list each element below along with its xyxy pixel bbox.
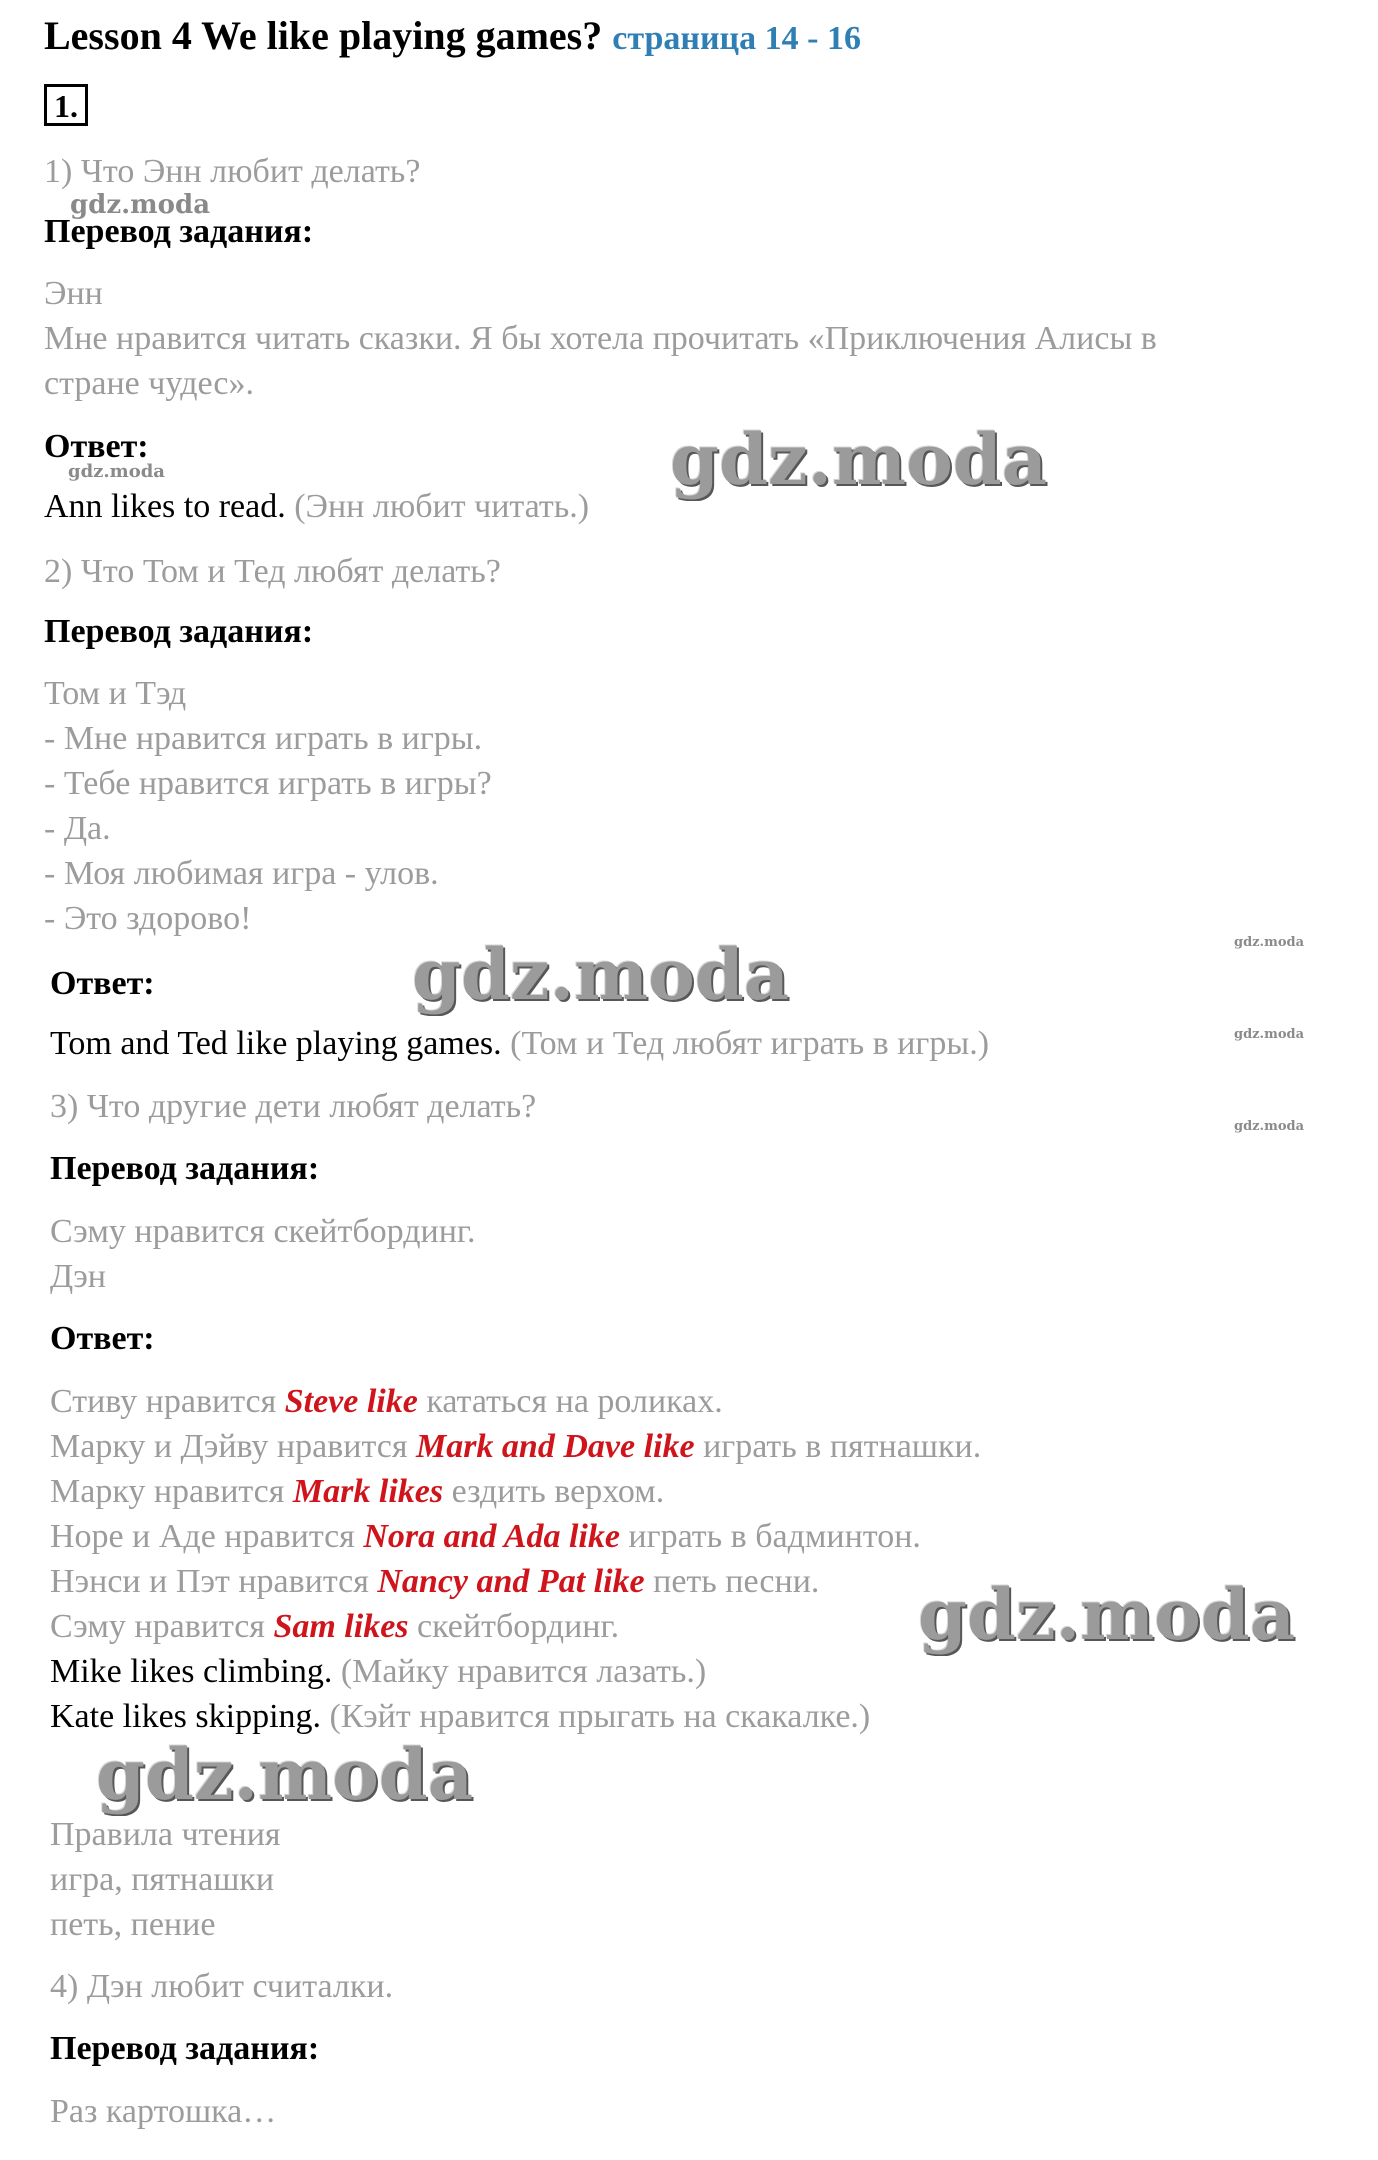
answer-ru-part: играть в бадминтон. bbox=[619, 1518, 921, 1555]
answer-en-highlight: Nancy and Pat like bbox=[377, 1563, 645, 1600]
answer-heading-3: Ответ: bbox=[50, 1320, 155, 1357]
note-line: игра, пятнашки bbox=[50, 1861, 275, 1898]
watermark: gdz.moda bbox=[1234, 935, 1305, 950]
answer-ru-part: Норе и Аде нравится bbox=[50, 1518, 364, 1555]
translation-line: - Да. bbox=[44, 810, 111, 847]
answer-en-highlight: Nora and Ada like bbox=[363, 1518, 620, 1555]
answer-line bbox=[50, 1520, 921, 1554]
answer-ru-part: Марку нравится bbox=[50, 1473, 293, 1510]
answer-ru: (Майку нравится лазать.) bbox=[340, 1653, 707, 1690]
answer-en-highlight: Steve like bbox=[284, 1383, 418, 1420]
answer-line bbox=[50, 1655, 706, 1689]
answer-heading-2: Ответ: bbox=[50, 965, 155, 1002]
translation-line: Дэн bbox=[50, 1258, 106, 1295]
question-4: 4) Дэн любит считалки. bbox=[50, 1968, 394, 2005]
answer-ru-part: скейтбординг. bbox=[408, 1608, 620, 1645]
translation-line: - Это здорово! bbox=[44, 900, 252, 937]
answer-2-ru: (Том и Тед любят играть в игры.) bbox=[510, 1025, 990, 1062]
answer-ru-part: ездить верхом. bbox=[443, 1473, 665, 1510]
translation-line: Том и Тэд bbox=[44, 675, 187, 712]
answer-line bbox=[50, 1565, 819, 1599]
translation-heading-1: Перевод задания: bbox=[44, 213, 314, 250]
answer-1-en: Ann likes to read. bbox=[44, 488, 286, 525]
question-2: 2) Что Том и Тед любят делать? bbox=[44, 553, 501, 590]
translation-line: Сэму нравится скейтбординг. bbox=[50, 1213, 476, 1250]
page-range: страница 14 - 16 bbox=[612, 20, 861, 57]
answer-ru-part: Нэнси и Пэт нравится bbox=[50, 1563, 378, 1600]
answer-ru-part: Сэму нравится bbox=[50, 1608, 274, 1645]
translation-heading-2: Перевод задания: bbox=[44, 613, 314, 650]
answer-line bbox=[50, 1430, 981, 1464]
answer-line bbox=[50, 1385, 723, 1419]
answer-line bbox=[50, 1610, 619, 1644]
answer-en: Kate likes skipping. bbox=[50, 1698, 322, 1735]
answer-ru-part: кататься на роликах. bbox=[417, 1383, 723, 1420]
answer-ru-part: Марку и Дэйву нравится bbox=[50, 1428, 416, 1465]
answer-en-highlight: Sam likes bbox=[273, 1608, 409, 1645]
answer-1-ru: (Энн любит читать.) bbox=[294, 488, 590, 525]
answer-2-en: Tom and Ted like playing games. bbox=[50, 1025, 502, 1062]
answer-en-highlight: Mark and Dave like bbox=[415, 1428, 695, 1465]
answer-line bbox=[50, 1700, 870, 1734]
answer-2 bbox=[50, 1027, 989, 1061]
translation-line: - Мне нравится играть в игры. bbox=[44, 720, 483, 757]
translation-line: - Тебе нравится играть в игры? bbox=[44, 765, 492, 802]
answer-heading-1: Ответ: bbox=[44, 428, 149, 465]
question-1: 1) Что Энн любит делать? bbox=[44, 153, 421, 190]
translation-line: Мне нравится читать сказки. Я бы хотела прочитать «Приключения Алисы в bbox=[44, 320, 1157, 357]
watermark: gdz.moda bbox=[68, 461, 165, 482]
answer-ru: (Кэйт нравится прыгать на скакалке.) bbox=[329, 1698, 871, 1735]
exercise-number: 1. bbox=[44, 84, 88, 126]
translation-heading-4: Перевод задания: bbox=[50, 2030, 320, 2067]
translation-line: Энн bbox=[44, 275, 103, 312]
answer-ru-part: петь песни. bbox=[644, 1563, 820, 1600]
page-title bbox=[44, 13, 861, 58]
watermark: gdz.moda bbox=[1234, 1027, 1305, 1042]
lesson-title: Lesson 4 We like playing games? bbox=[44, 13, 603, 58]
answer-ru-part: Стиву нравится bbox=[50, 1383, 285, 1420]
answer-en-highlight: Mark likes bbox=[292, 1473, 444, 1510]
answer-en: Mike likes climbing. bbox=[50, 1653, 333, 1690]
watermark: gdz.moda bbox=[918, 1573, 1296, 1656]
watermark: gdz.moda bbox=[670, 418, 1048, 501]
watermark: gdz.moda bbox=[96, 1733, 474, 1816]
note-line: Правила чтения bbox=[50, 1816, 281, 1853]
question-3: 3) Что другие дети любят делать? bbox=[50, 1088, 537, 1125]
answer-1 bbox=[44, 490, 589, 524]
watermark: gdz.moda bbox=[70, 190, 211, 220]
translation-line: Раз картошка… bbox=[50, 2093, 277, 2130]
translation-line: стране чудес». bbox=[44, 365, 255, 402]
translation-heading-3: Перевод задания: bbox=[50, 1150, 320, 1187]
translation-line: - Моя любимая игра - улов. bbox=[44, 855, 439, 892]
watermark: gdz.moda bbox=[412, 933, 790, 1016]
answer-ru-part: играть в пятнашки. bbox=[694, 1428, 982, 1465]
note-line: петь, пение bbox=[50, 1906, 216, 1943]
answer-line bbox=[50, 1475, 664, 1509]
watermark: gdz.moda bbox=[1234, 1119, 1305, 1134]
